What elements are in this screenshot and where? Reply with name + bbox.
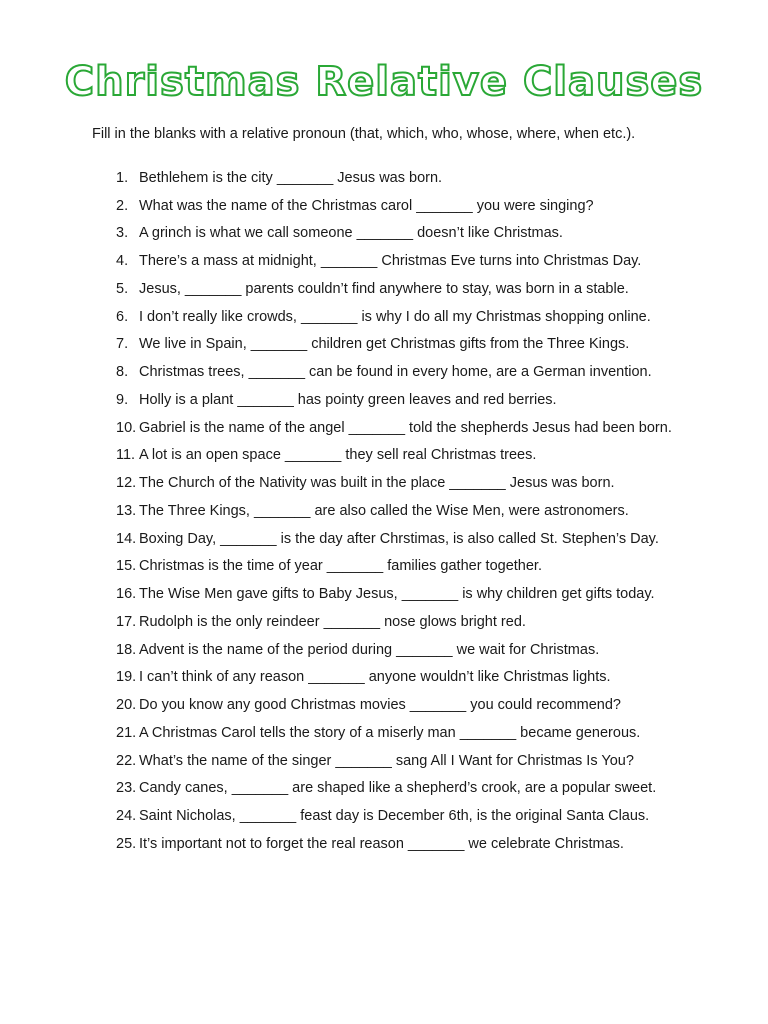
question-text: Bethlehem is the city _______ Jesus was born. <box>139 169 443 186</box>
question-text: Holly is a plant _______ has pointy green leaves and red berries. <box>139 391 557 408</box>
question-number: 4. <box>116 253 129 270</box>
question-item <box>116 608 716 636</box>
question-text: The Wise Men gave gifts to Baby Jesus, _______ is why children get gifts today. <box>139 586 655 603</box>
question-text: What was the name of the Christmas carol _______ you were singing? <box>139 197 594 214</box>
question-item <box>116 247 716 275</box>
question-item <box>116 497 716 525</box>
question-item <box>116 636 716 664</box>
question-item <box>116 275 716 303</box>
question-text: Gabriel is the name of the angel _______ told the shepherds Jesus had been born. <box>139 419 672 436</box>
question-list <box>116 164 716 858</box>
question-text: We live in Spain, _______ children get Christmas gifts from the Three Kings. <box>139 336 630 353</box>
question-number: 3. <box>116 225 129 242</box>
question-number: 5. <box>116 280 129 297</box>
question-item <box>116 331 716 359</box>
question-number: 10. <box>116 419 137 436</box>
question-text: Candy canes, _______ are shaped like a shepherd’s crook, are a popular sweet. <box>139 780 657 797</box>
question-text: What’s the name of the singer _______ sang All I Want for Christmas Is You? <box>139 752 634 769</box>
question-number: 20. <box>116 697 137 714</box>
question-text: Advent is the name of the period during _______ we wait for Christmas. <box>139 641 600 658</box>
question-number: 2. <box>116 197 129 214</box>
instructions: Fill in the blanks with a relative pronoun (that, which, who, whose, where, when etc.). <box>92 126 636 142</box>
question-item <box>116 442 716 470</box>
question-item <box>116 414 716 442</box>
question-number: 8. <box>116 364 129 381</box>
question-item <box>116 164 716 192</box>
question-item <box>116 580 716 608</box>
question-item <box>116 664 716 692</box>
question-number: 1. <box>116 169 129 186</box>
question-text: Christmas is the time of year _______ families gather together. <box>139 558 542 575</box>
question-number: 14. <box>116 530 137 547</box>
question-item <box>116 303 716 331</box>
question-item <box>116 553 716 581</box>
question-text: A grinch is what we call someone _______ doesn’t like Christmas. <box>139 225 563 242</box>
question-item <box>116 525 716 553</box>
question-number: 23. <box>116 780 137 797</box>
question-item <box>116 469 716 497</box>
question-text: Jesus, _______ parents couldn’t find anywhere to stay, was born in a stable. <box>139 280 629 297</box>
question-text: Boxing Day, _______ is the day after Chrstimas, is also called St. Stephen’s Day. <box>139 530 659 547</box>
question-text: There’s a mass at midnight, _______ Christmas Eve turns into Christmas Day. <box>139 253 642 270</box>
question-item <box>116 775 716 803</box>
question-text: A lot is an open space _______ they sell real Christmas trees. <box>139 447 537 464</box>
question-text: Do you know any good Christmas movies _______ you could recommend? <box>139 697 621 714</box>
question-item <box>116 386 716 414</box>
question-number: 22. <box>116 752 137 769</box>
question-number: 12. <box>116 475 137 492</box>
question-text: Christmas trees, _______ can be found in every home, are a German invention. <box>139 364 652 381</box>
question-item <box>116 691 716 719</box>
question-number: 18. <box>116 641 137 658</box>
question-number: 7. <box>116 336 129 353</box>
question-number: 13. <box>116 502 137 519</box>
question-text: Rudolph is the only reindeer _______ nose glows bright red. <box>139 613 526 630</box>
question-item <box>116 747 716 775</box>
question-text: I can’t think of any reason _______ anyone wouldn’t like Christmas lights. <box>139 669 611 686</box>
question-text: A Christmas Carol tells the story of a miserly man _______ became generous. <box>139 724 641 741</box>
question-number: 21. <box>116 724 137 741</box>
question-text: The Three Kings, _______ are also called the Wise Men, were astronomers. <box>139 502 629 519</box>
question-number: 19. <box>116 669 137 686</box>
question-number: 9. <box>116 391 129 408</box>
question-item <box>116 220 716 248</box>
question-number: 17. <box>116 613 137 630</box>
question-number: 11. <box>116 447 136 464</box>
question-number: 6. <box>116 308 129 325</box>
question-item <box>116 802 716 830</box>
question-item <box>116 358 716 386</box>
question-text: The Church of the Nativity was built in the place _______ Jesus was born. <box>139 475 615 492</box>
page-title: Christmas Relative Clauses <box>64 59 704 105</box>
question-text: I don’t really like crowds, _______ is why I do all my Christmas shopping online. <box>139 308 651 325</box>
question-number: 24. <box>116 808 137 825</box>
question-text: It’s important not to forget the real reason _______ we celebrate Christmas. <box>139 835 624 852</box>
question-item <box>116 830 716 858</box>
question-number: 15. <box>116 558 137 575</box>
question-text: Saint Nicholas, _______ feast day is December 6th, is the original Santa Claus. <box>139 808 650 825</box>
question-number: 16. <box>116 586 137 603</box>
question-number: 25. <box>116 835 137 852</box>
question-item <box>116 192 716 220</box>
question-item <box>116 719 716 747</box>
